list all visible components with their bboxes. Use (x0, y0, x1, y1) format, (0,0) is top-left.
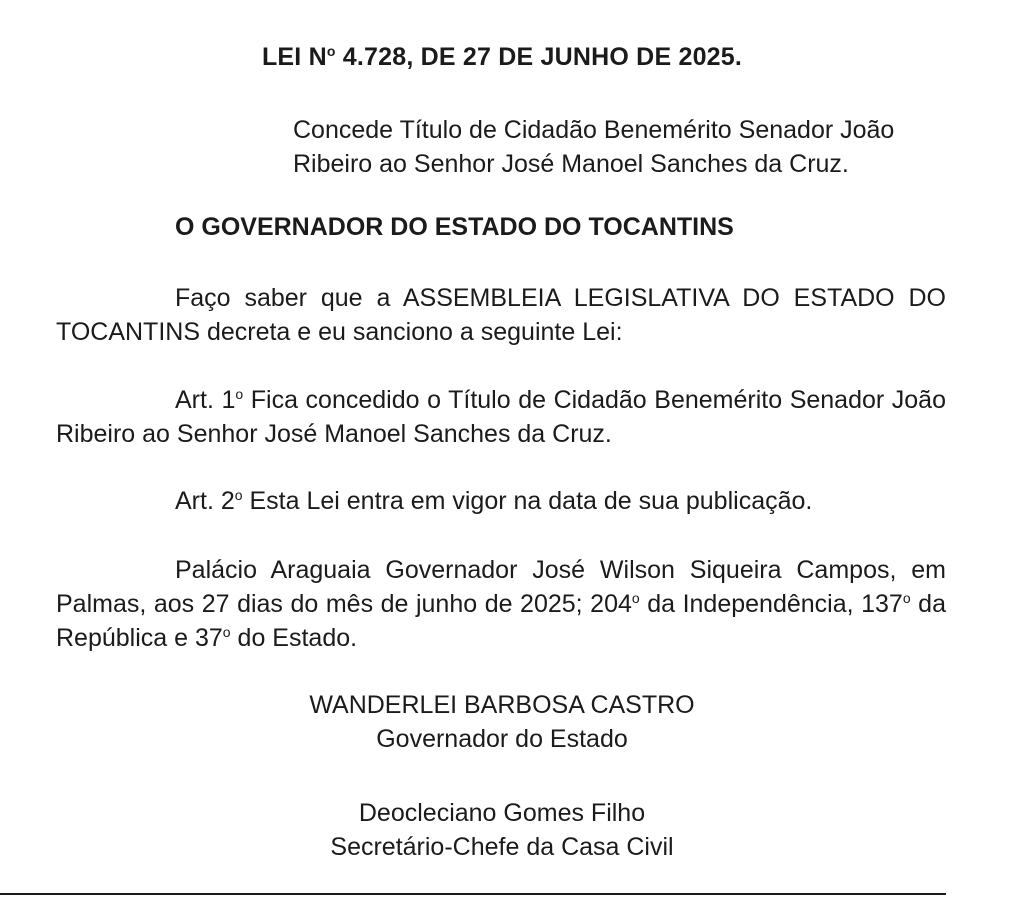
article-2 (56, 484, 946, 518)
signer-2-role: Secretário-Chefe da Casa Civil (330, 833, 674, 861)
signature-block-secretary (0, 796, 1004, 864)
law-title-ordinal: o (326, 43, 336, 59)
article-2-ordinal: o (234, 487, 243, 503)
bottom-divider (0, 893, 946, 895)
signer-1-role: Governador do Estado (376, 725, 628, 753)
closing-text-c: da República e 37 (56, 590, 946, 652)
law-summary: Concede Título de Cidadão Benemérito Senador João Ribeiro ao Senhor José Manoel Sanches da Cruz. (293, 116, 895, 178)
article-2-label: Art. 2 (175, 487, 235, 515)
closing-text-d: do Estado. (230, 624, 358, 652)
article-1-label: Art. 1 (175, 386, 236, 414)
signer-1-name: WANDERLEI BARBOSA CASTRO (309, 691, 695, 719)
signer-2-name: Deocleciano Gomes Filho (358, 799, 646, 827)
article-2-text: Esta Lei entra em vigor na data de sua publicação. (242, 487, 813, 515)
closing-ordinal-1: o (631, 590, 640, 606)
closing-text-b: da Independência, 137 (639, 590, 903, 618)
closing-paragraph (56, 553, 946, 655)
closing-text-a: Palácio Araguaia Governador José Wilson Siqueira Campos, em Palmas, aos 27 dias do mês de junho de 2025; 204 (56, 556, 946, 618)
law-title-prefix: LEI N (261, 43, 327, 71)
enacting-authority: O GOVERNADOR DO ESTADO DO TOCANTINS (175, 213, 734, 241)
article-1-ordinal: o (235, 386, 244, 402)
preamble-paragraph: Faço saber que a ASSEMBLEIA LEGISLATIVA DO ESTADO DO TOCANTINS decreta e eu sanciono a seguinte Lei: (56, 284, 946, 346)
signature-block-governor (0, 688, 1004, 756)
law-title-number-date: 4.728, DE 27 DE JUNHO DE 2025. (335, 43, 743, 71)
law-title (0, 42, 1004, 72)
article-1 (56, 383, 946, 451)
closing-ordinal-2: o (902, 590, 911, 606)
article-1-text: Fica concedido o Título de Cidadão Benemérito Senador João Ribeiro ao Senhor José Manoel Sanches da Cruz. (56, 386, 946, 448)
closing-ordinal-3: o (222, 624, 231, 640)
